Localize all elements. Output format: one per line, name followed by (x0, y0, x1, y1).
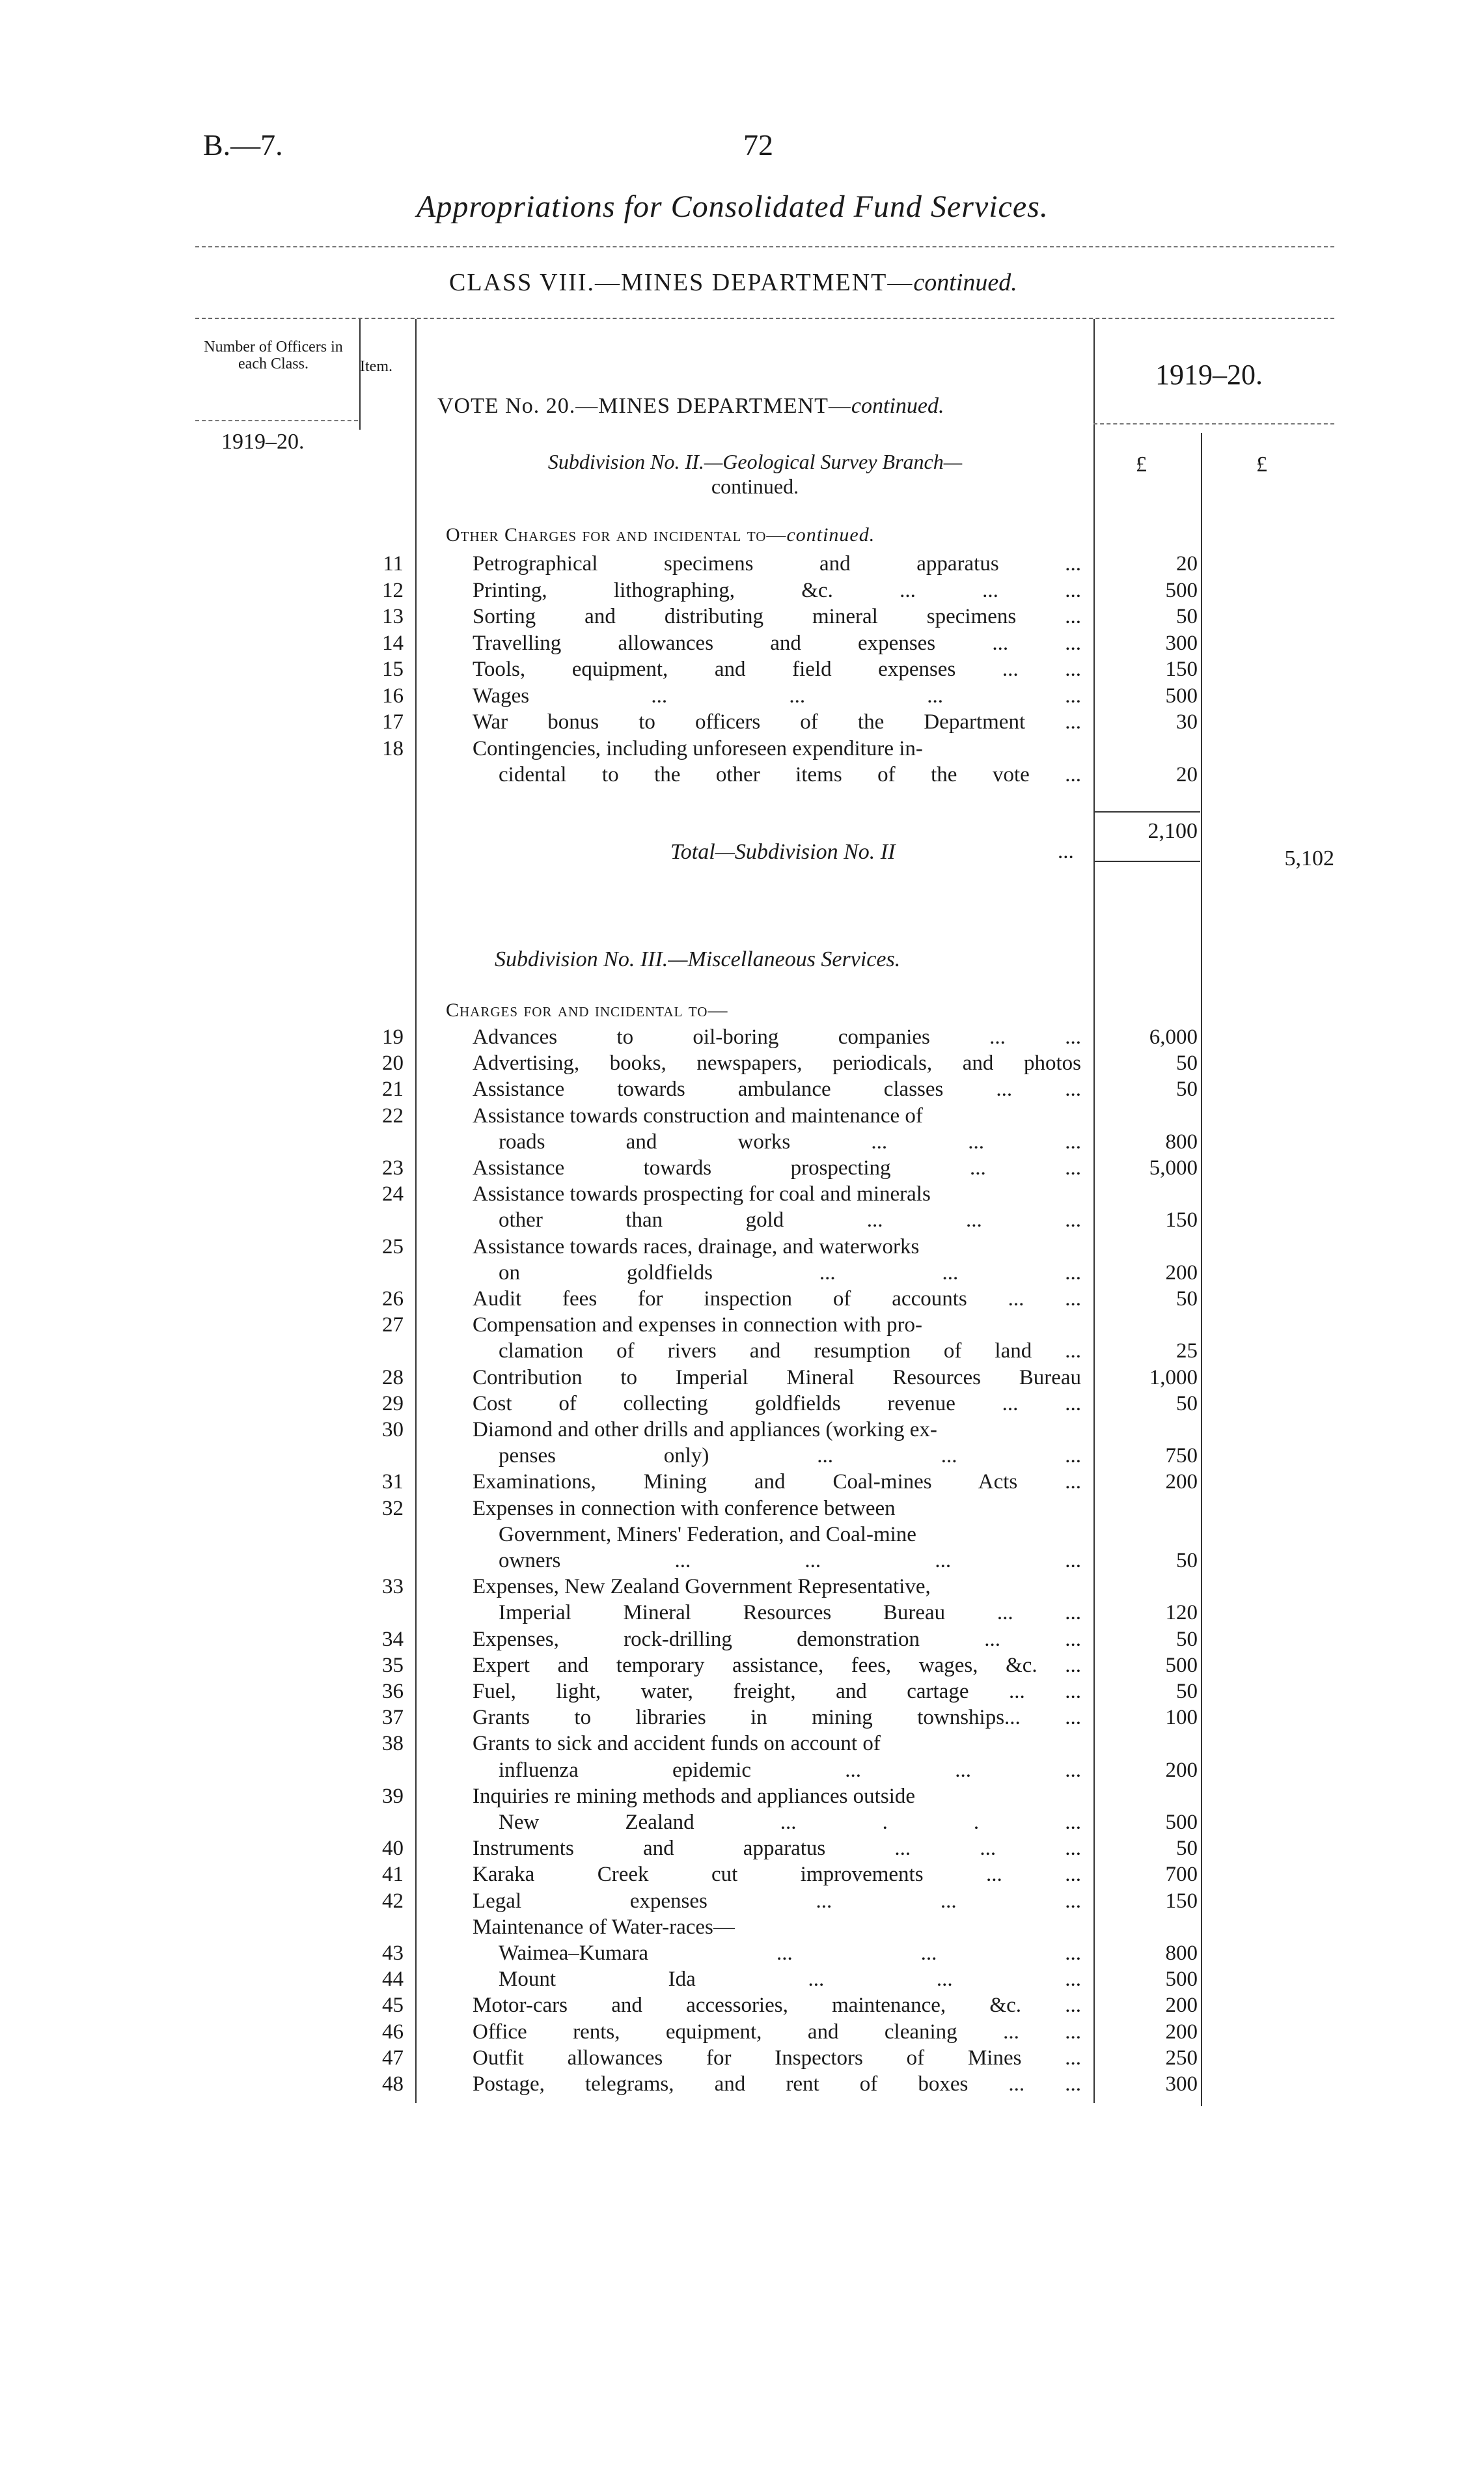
table-row (0, 1706, 1484, 1732)
other-charges-heading-cont: continued. (786, 524, 875, 546)
item-description: Expert and temporary assistance, fees, wages, &c. ... (473, 1653, 1081, 1677)
item-number: 13 (382, 605, 404, 628)
item-number: 20 (382, 1051, 404, 1076)
item-amount: 200 (1165, 1470, 1198, 1494)
class-heading (449, 268, 1017, 297)
class-heading-main: CLASS VIII.—MINES DEPARTMENT— (449, 269, 914, 296)
table-row (0, 1915, 1484, 1941)
table-row (0, 2046, 1484, 2072)
item-description: Contribution to Imperial Mineral Resources Bureau (473, 1365, 1081, 1389)
total-top-rule (1095, 811, 1200, 813)
item-number: 32 (382, 1496, 404, 1520)
item-amount: 200 (1165, 1994, 1198, 2018)
item-description: Legal expenses ... ... ... (473, 1889, 1081, 1913)
item-description: Assistance towards ambulance classes ... ... (473, 1078, 1081, 1102)
item-amount: 50 (1176, 1051, 1198, 1076)
table-row (0, 2020, 1484, 2046)
table-row (0, 1078, 1484, 1104)
item-number: 16 (382, 684, 404, 708)
item-description: Assistance towards races, drainage, and waterworks (473, 1234, 920, 1259)
table-row (0, 1025, 1484, 1051)
item-number: 19 (382, 1025, 404, 1049)
item-amount: 500 (1165, 1653, 1198, 1677)
table-row (0, 632, 1484, 658)
item-description: on goldfields ... ... ... (499, 1260, 1081, 1285)
item-number: 17 (382, 710, 404, 734)
item-number: 26 (382, 1287, 404, 1311)
item-number: 39 (382, 1784, 404, 1808)
table-row (0, 1523, 1484, 1549)
table-row (0, 1208, 1484, 1234)
table-row (0, 1051, 1484, 1078)
item-number: 45 (382, 1994, 404, 2018)
item-number: 38 (382, 1732, 404, 1756)
officers-year: 1919–20. (221, 430, 305, 454)
item-amount: 50 (1176, 1549, 1198, 1572)
item-amount: 50 (1176, 1837, 1198, 1861)
page-number: 72 (743, 128, 773, 161)
vote-grand-total: 5,102 (1284, 846, 1334, 870)
item-description: penses only) ... ... ... (499, 1444, 1081, 1468)
item-number: 29 (382, 1391, 404, 1415)
item-description: Mount Ida ... ... ... (499, 1968, 1081, 1992)
table-row (0, 1654, 1484, 1680)
subdivision-3-title: Subdivision No. III.—Miscellaneous Services. (495, 947, 901, 971)
item-description: Audit fees for inspection of accounts ... ... (473, 1287, 1081, 1311)
table-row (0, 1549, 1484, 1575)
item-description: Grants to sick and accident funds on account of (473, 1732, 881, 1756)
item-number: 31 (382, 1470, 404, 1494)
table-row (0, 2072, 1484, 2098)
table-row (0, 1785, 1484, 1811)
item-amount: 30 (1176, 710, 1198, 734)
item-amount: 50 (1176, 1627, 1198, 1651)
item-description: Contingencies, including unforeseen expenditure in- (473, 736, 923, 760)
page-title: Appropriations for Consolidated Fund Services. (417, 189, 1049, 224)
item-description: Sorting and distributing mineral specimens ... (473, 605, 1081, 628)
item-description: Imperial Mineral Resources Bureau ... ... (499, 1601, 1081, 1625)
header-underline-left (195, 420, 358, 421)
table-row (0, 1130, 1484, 1156)
item-amount: 500 (1165, 684, 1198, 708)
item-amount: 700 (1165, 1863, 1198, 1887)
item-description: Expenses in connection with conference between (473, 1496, 896, 1520)
item-number: 15 (382, 658, 404, 681)
item-description: Grants to libraries in mining townships... ... (473, 1706, 1081, 1730)
table-row (0, 1235, 1484, 1261)
item-amount: 250 (1165, 2046, 1198, 2070)
item-number: 43 (382, 1941, 404, 1965)
item-number: 24 (382, 1182, 404, 1206)
item-number: 27 (382, 1313, 404, 1337)
table-row (0, 710, 1484, 736)
amount-year-header: 1919–20. (1155, 359, 1263, 391)
table-row (0, 579, 1484, 605)
table-row (0, 1994, 1484, 2020)
vote-heading-main: VOTE No. 20.—MINES DEPARTMENT— (437, 394, 851, 418)
item-number: 37 (382, 1706, 404, 1730)
item-number: 47 (382, 2046, 404, 2070)
table-row (0, 1889, 1484, 1915)
item-number: 42 (382, 1889, 404, 1913)
table-row (0, 1863, 1484, 1889)
currency-symbol-items: £ (1136, 452, 1147, 477)
table-row (0, 1941, 1484, 1968)
subdivision-2-total-amount: 2,100 (1147, 819, 1198, 843)
item-amount: 25 (1176, 1339, 1198, 1363)
item-amount: 150 (1165, 1208, 1198, 1232)
vote-heading (437, 394, 944, 419)
item-description: Motor-cars and accessories, maintenance, &c. ... (473, 1994, 1081, 2018)
item-description: Expenses, rock-drilling demonstration ... ... (473, 1627, 1081, 1651)
item-amount: 100 (1165, 1706, 1198, 1730)
item-amount: 150 (1165, 1889, 1198, 1913)
item-number: 12 (382, 578, 404, 602)
item-description: Assistance towards prospecting for coal and minerals (473, 1182, 931, 1206)
item-description: clamation of rivers and resumption of land ... (499, 1339, 1081, 1363)
item-description: Instruments and apparatus ... ... ... (473, 1837, 1081, 1861)
item-description: Printing, lithographing, &c. ... ... ... (473, 578, 1081, 602)
table-row (0, 1261, 1484, 1287)
table-row (0, 1732, 1484, 1758)
item-amount: 750 (1165, 1444, 1198, 1468)
item-description: Wages ... ... ... ... (473, 684, 1081, 708)
item-description: Office rents, equipment, and cleaning ... ... (473, 2020, 1081, 2044)
table-row (0, 1628, 1484, 1654)
item-number: 23 (382, 1156, 404, 1180)
table-row (0, 1313, 1484, 1339)
item-number: 28 (382, 1365, 404, 1389)
table-row (0, 1104, 1484, 1130)
subdivision-2-title-text: Subdivision No. II.—Geological Survey Branch— (547, 450, 963, 473)
item-amount: 800 (1165, 1941, 1198, 1965)
item-number: 18 (382, 736, 404, 760)
item-amount: 1,000 (1149, 1365, 1198, 1389)
officers-column-header: Number of Officers in each Class. (204, 339, 343, 372)
item-description: influenza epidemic ... ... ... (499, 1758, 1081, 1782)
table-row (0, 1601, 1484, 1627)
table-row (0, 1418, 1484, 1444)
item-description: Advertising, books, newspapers, periodicals, and photos (473, 1051, 1081, 1076)
item-amount: 5,000 (1149, 1156, 1198, 1180)
item-amount: 20 (1176, 763, 1198, 786)
item-description: Fuel, light, water, freight, and cartage ... ... (473, 1680, 1081, 1703)
item-amount: 800 (1165, 1130, 1198, 1154)
item-amount: 50 (1176, 1078, 1198, 1102)
item-amount: 200 (1165, 1758, 1198, 1782)
item-number: 40 (382, 1837, 404, 1861)
class-heading-cont: continued. (913, 269, 1017, 296)
item-number: 14 (382, 631, 404, 655)
charges-heading: Charges for and incidental to— (446, 999, 728, 1021)
item-number: 25 (382, 1234, 404, 1259)
other-charges-heading-text: Other Charges for and incidental to— (446, 524, 787, 546)
item-description: owners ... ... ... ... (499, 1549, 1081, 1572)
item-amount: 6,000 (1149, 1025, 1198, 1049)
table-row (0, 1811, 1484, 1837)
table-row (0, 1470, 1484, 1496)
table-row (0, 1287, 1484, 1313)
item-amount: 50 (1176, 605, 1198, 628)
table-row (0, 658, 1484, 684)
item-description: Compensation and expenses in connection with pro- (473, 1313, 923, 1337)
item-amount: 50 (1176, 1391, 1198, 1415)
table-row (0, 1968, 1484, 1994)
item-amount: 50 (1176, 1287, 1198, 1311)
item-description: Assistance towards prospecting ... ... (473, 1156, 1081, 1180)
item-description: Outfit allowances for Inspectors of Mines ... (473, 2046, 1081, 2070)
item-number: 44 (382, 1968, 404, 1992)
item-description: Diamond and other drills and appliances (working ex- (473, 1418, 937, 1441)
item-description: Examinations, Mining and Coal-mines Acts ... (473, 1470, 1081, 1494)
total-bottom-rule (1095, 861, 1200, 862)
item-description: Cost of collecting goldfields revenue ... ... (473, 1391, 1081, 1415)
table-row (0, 1759, 1484, 1785)
item-description: Inquiries re mining methods and appliances outside (473, 1784, 916, 1808)
currency-symbol-totals: £ (1256, 452, 1267, 477)
table-row (0, 1339, 1484, 1365)
item-amount: 200 (1165, 2020, 1198, 2044)
item-description: Postage, telegrams, and rent of boxes ... ... (473, 2072, 1081, 2096)
item-description: Assistance towards construction and maintenance of (473, 1104, 923, 1128)
item-description: Waimea–Kumara ... ... ... (499, 1941, 1081, 1965)
item-number: 41 (382, 1863, 404, 1887)
item-amount: 500 (1165, 1968, 1198, 1992)
item-description: Travelling allowances and expenses ... ... (473, 631, 1081, 655)
item-number: 21 (382, 1078, 404, 1102)
item-description: Expenses, New Zealand Government Representative, (473, 1575, 931, 1599)
item-description: cidental to the other items of the vote ... (499, 763, 1081, 786)
table-row (0, 1444, 1484, 1470)
item-description: New Zealand ... . . ... (499, 1811, 1081, 1834)
table-row (0, 1366, 1484, 1392)
table-top-rule (195, 318, 1334, 319)
subdivision-2-title (456, 449, 1054, 499)
item-number: 34 (382, 1627, 404, 1651)
item-number: 30 (382, 1418, 404, 1441)
other-charges-heading (446, 524, 875, 546)
item-number: 46 (382, 2020, 404, 2044)
item-number: 33 (382, 1575, 404, 1599)
table-row (0, 1837, 1484, 1863)
item-number: 48 (382, 2072, 404, 2096)
item-column-header: Item. (360, 358, 392, 375)
subdivision-2-cont: continued. (711, 475, 799, 498)
table-row (0, 1156, 1484, 1182)
document-reference: B.—7. (203, 128, 283, 161)
item-amount: 120 (1165, 1601, 1198, 1625)
table-row (0, 1182, 1484, 1208)
item-number: 11 (383, 552, 404, 576)
table-row (0, 552, 1484, 578)
table-row (0, 1575, 1484, 1601)
header-rule (195, 246, 1334, 247)
table-row (0, 605, 1484, 631)
table-row (0, 737, 1484, 763)
subdivision-2-total-label: Total—Subdivision No. II (670, 840, 896, 864)
subdivision-2-total-dots: ... (1058, 840, 1074, 863)
vote-heading-cont: continued. (851, 394, 944, 418)
item-amount: 300 (1165, 631, 1198, 655)
item-amount: 500 (1165, 1811, 1198, 1834)
item-description: Maintenance of Water-races— (473, 1915, 735, 1939)
item-description: Tools, equipment, and field expenses ... ... (473, 658, 1081, 681)
item-number: 22 (382, 1104, 404, 1128)
item-description: roads and works ... ... ... (499, 1130, 1081, 1154)
item-description: Advances to oil-boring companies ... ... (473, 1025, 1081, 1049)
table-row (0, 684, 1484, 710)
item-amount: 300 (1165, 2072, 1198, 2096)
item-amount: 500 (1165, 578, 1198, 602)
item-amount: 200 (1165, 1260, 1198, 1285)
table-row (0, 763, 1484, 789)
item-number: 35 (382, 1653, 404, 1677)
table-row (0, 1680, 1484, 1706)
table-row (0, 1392, 1484, 1418)
item-amount: 20 (1176, 552, 1198, 576)
item-description: Karaka Creek cut improvements ... ... (473, 1863, 1081, 1887)
table-row (0, 1497, 1484, 1523)
item-description: War bonus to officers of the Department ... (473, 710, 1081, 734)
item-amount: 50 (1176, 1680, 1198, 1703)
item-description: other than gold ... ... ... (499, 1208, 1081, 1232)
item-number: 36 (382, 1680, 404, 1703)
item-amount: 150 (1165, 658, 1198, 681)
item-description: Petrographical specimens and apparatus ... (473, 552, 1081, 576)
header-underline-right (1093, 423, 1334, 424)
item-description: Government, Miners' Federation, and Coal-mine (499, 1522, 916, 1546)
